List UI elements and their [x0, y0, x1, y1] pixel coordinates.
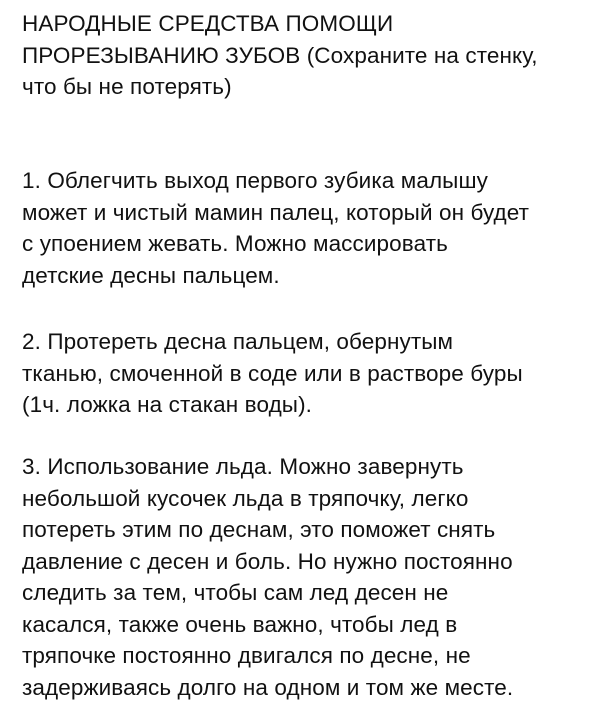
paragraph-line: 1. Облегчить выход первого зубика малышу	[22, 168, 488, 193]
paragraph-line: задерживаясь долго на одном и том же месте.	[22, 674, 514, 700]
paragraph-line: может и чистый мамин палец, который он будет	[22, 199, 530, 225]
paragraph-line: давление с десен и боль. Но нужно постоянно	[22, 548, 513, 574]
title-line: НАРОДНЫЕ СРЕДСТВА ПОМОЩИ	[22, 11, 394, 36]
title-line: что бы не потерять)	[22, 74, 232, 99]
paragraph-line: детские десны пальцем.	[22, 262, 280, 288]
paragraph-line: небольшой кусочек льда в тряпочку, легко	[22, 485, 469, 511]
paragraph-line: потереть этим по деснам, это поможет снять	[22, 517, 496, 542]
paragraph-line: тканью, смоченной в соде или в растворе буры	[22, 360, 523, 386]
paragraph-3	[22, 451, 513, 703]
paragraph-line: следить за тем, чтобы сам лед десен не	[22, 580, 449, 605]
title-line: ПРОРЕЗЫВАНИЮ ЗУБОВ (Сохраните на стенку,	[22, 42, 538, 68]
paragraph-line: тряпочке постоянно двигался по десне, не	[22, 643, 471, 668]
paragraph-line: с упоением жевать. Можно массировать	[22, 231, 448, 256]
paragraph-line: касался, также очень важно, чтобы лед в	[22, 611, 458, 637]
paragraph-line: 3. Использование льда. Можно завернуть	[22, 454, 464, 479]
paragraph-line: 2. Протереть десна пальцем, обернутым	[22, 329, 454, 354]
paragraph-line: (1ч. ложка на стакан воды).	[22, 392, 313, 417]
paragraph-1	[22, 165, 529, 291]
post-title	[22, 8, 538, 103]
paragraph-2	[22, 326, 523, 421]
